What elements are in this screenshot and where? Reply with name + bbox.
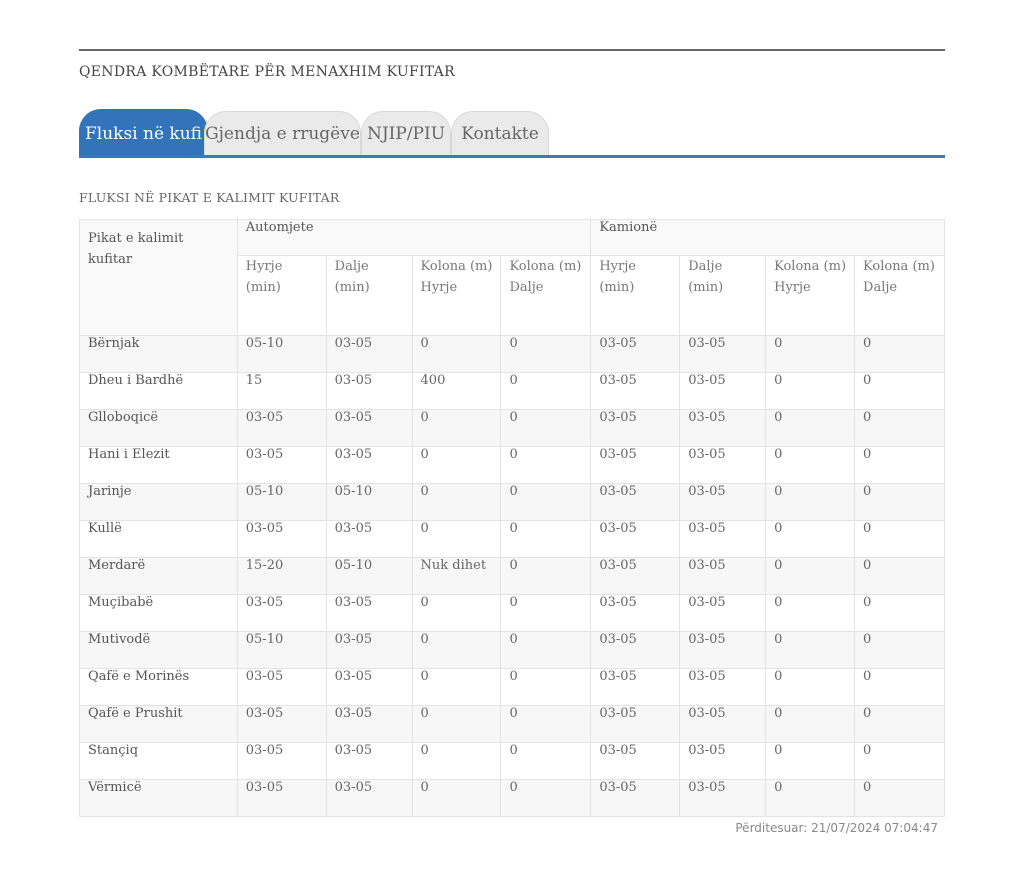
table-cell: 0 <box>412 447 501 484</box>
tab-gjendja-e-rrugeve[interactable]: Gjendja e rrugëve <box>204 111 361 155</box>
table-cell: 03-05 <box>680 780 766 817</box>
tab-bar <box>79 109 945 157</box>
table-cell: 03-05 <box>237 410 326 447</box>
table-cell: 03-05 <box>237 743 326 780</box>
table-cell: 0 <box>501 558 591 595</box>
table-cell: 03-05 <box>326 780 412 817</box>
table-cell: 0 <box>766 669 855 706</box>
crossing-point-name: Qafë e Prushit <box>80 706 238 743</box>
table-cell: 03-05 <box>680 669 766 706</box>
table-cell: 0 <box>412 521 501 558</box>
table-cell: 0 <box>855 706 945 743</box>
table-cell: 0 <box>766 595 855 632</box>
table-cell: 03-05 <box>237 669 326 706</box>
table-cell: 03-05 <box>326 743 412 780</box>
table-cell: 400 <box>412 373 501 410</box>
page-title: QENDRA KOMBËTARE PËR MENAXHIM KUFITAR <box>79 64 455 80</box>
table-cell: 03-05 <box>680 632 766 669</box>
tab-fluksi-ne-kufi[interactable]: Fluksi në kufi <box>79 109 208 157</box>
table-row <box>80 447 945 484</box>
table-cell: 0 <box>766 706 855 743</box>
crossing-point-name: Glloboqicë <box>80 410 238 447</box>
crossing-point-name: Mutivodë <box>80 632 238 669</box>
table-cell: 0 <box>501 410 591 447</box>
table-cell: 0 <box>855 521 945 558</box>
table-cell: 0 <box>412 780 501 817</box>
table-cell: 05-10 <box>237 484 326 521</box>
table-cell: 0 <box>501 780 591 817</box>
crossing-point-name: Vërmicë <box>80 780 238 817</box>
table-row <box>80 373 945 410</box>
table-cell: 05-10 <box>326 484 412 521</box>
table-cell: 0 <box>766 558 855 595</box>
table-row <box>80 706 945 743</box>
table-cell: 03-05 <box>591 706 680 743</box>
header-group-trucks: Kamionë <box>591 220 945 256</box>
border-flux-table <box>79 219 945 817</box>
table-cell: 03-05 <box>591 743 680 780</box>
table-cell: 0 <box>855 410 945 447</box>
table-cell: 03-05 <box>237 780 326 817</box>
tab-njip-piu[interactable]: NJIP/PIU <box>361 111 451 155</box>
table-cell: 03-05 <box>680 743 766 780</box>
table-cell: 03-05 <box>680 373 766 410</box>
table-cell: 03-05 <box>326 669 412 706</box>
crossing-point-name: Hani i Elezit <box>80 447 238 484</box>
table-cell: 05-10 <box>237 336 326 373</box>
table-cell: 03-05 <box>680 447 766 484</box>
table-cell: 0 <box>855 632 945 669</box>
tab-kontakte[interactable]: Kontakte <box>451 111 549 155</box>
table-cell: 0 <box>412 632 501 669</box>
table-cell: 0 <box>501 373 591 410</box>
table-cell: 15 <box>237 373 326 410</box>
table-cell: 0 <box>501 706 591 743</box>
table-cell: 0 <box>501 447 591 484</box>
table-cell: 03-05 <box>680 521 766 558</box>
table-cell: 03-05 <box>591 632 680 669</box>
table-cell: 03-05 <box>680 410 766 447</box>
header-sub-2: Kolona (m) Hyrje <box>412 256 501 336</box>
table-cell: 0 <box>766 632 855 669</box>
table-cell: 03-05 <box>680 706 766 743</box>
table-cell: 0 <box>412 743 501 780</box>
table-cell: 03-05 <box>591 410 680 447</box>
table-cell: 03-05 <box>591 447 680 484</box>
table-cell: 0 <box>412 706 501 743</box>
table-cell: 0 <box>855 447 945 484</box>
crossing-point-name: Muçibabë <box>80 595 238 632</box>
table-row <box>80 743 945 780</box>
last-updated: Përditesuar: 21/07/2024 07:04:47 <box>735 821 938 835</box>
table-cell: 03-05 <box>591 669 680 706</box>
table-cell: 03-05 <box>591 780 680 817</box>
crossing-point-name: Stançiq <box>80 743 238 780</box>
table-cell: 0 <box>855 373 945 410</box>
header-sub-1: Dalje (min) <box>326 256 412 336</box>
table-cell: 03-05 <box>326 632 412 669</box>
table-cell: 0 <box>766 743 855 780</box>
table-cell: 0 <box>501 632 591 669</box>
table-cell: 0 <box>766 780 855 817</box>
table-cell: 0 <box>855 669 945 706</box>
table-cell: 03-05 <box>326 373 412 410</box>
table-cell: 0 <box>412 410 501 447</box>
table-row <box>80 558 945 595</box>
table-cell: 03-05 <box>237 595 326 632</box>
table-cell: 03-05 <box>591 558 680 595</box>
crossing-point-name: Merdarë <box>80 558 238 595</box>
table-cell: 0 <box>766 410 855 447</box>
crossing-point-name: Qafë e Morinës <box>80 669 238 706</box>
table-cell: 03-05 <box>591 336 680 373</box>
table-cell: 03-05 <box>591 484 680 521</box>
table-cell: 0 <box>855 595 945 632</box>
table-cell: 03-05 <box>237 447 326 484</box>
table-cell: 05-10 <box>326 558 412 595</box>
table-cell: 03-05 <box>237 706 326 743</box>
table-cell: 0 <box>412 595 501 632</box>
crossing-point-name: Jarinje <box>80 484 238 521</box>
table-cell: 03-05 <box>591 595 680 632</box>
table-cell: 03-05 <box>591 521 680 558</box>
table-cell: 0 <box>766 484 855 521</box>
table-cell: 0 <box>501 743 591 780</box>
section-title: FLUKSI NË PIKAT E KALIMIT KUFITAR <box>79 190 340 205</box>
table-cell: 03-05 <box>591 373 680 410</box>
table-cell: 0 <box>855 558 945 595</box>
header-sub-3: Kolona (m) Dalje <box>501 256 591 336</box>
table-cell: Nuk dihet <box>412 558 501 595</box>
table-row <box>80 780 945 817</box>
crossing-point-name: Kullë <box>80 521 238 558</box>
table-cell: 03-05 <box>680 558 766 595</box>
header-sub-5: Dalje (min) <box>680 256 766 336</box>
table-cell: 15-20 <box>237 558 326 595</box>
header-group-cars: Automjete <box>237 220 591 256</box>
table-cell: 03-05 <box>326 336 412 373</box>
table-cell: 03-05 <box>680 484 766 521</box>
table-cell: 03-05 <box>326 447 412 484</box>
table-cell: 0 <box>766 521 855 558</box>
header-crossing-point: Pikat e kalimit kufitar <box>80 220 238 336</box>
table-cell: 05-10 <box>237 632 326 669</box>
table-row <box>80 484 945 521</box>
table-cell: 0 <box>412 669 501 706</box>
table-cell: 03-05 <box>680 336 766 373</box>
table-cell: 0 <box>501 595 591 632</box>
crossing-point-name: Bërnjak <box>80 336 238 373</box>
header-sub-7: Kolona (m) Dalje <box>855 256 945 336</box>
table-row <box>80 521 945 558</box>
table-row <box>80 336 945 373</box>
table-row <box>80 669 945 706</box>
table-cell: 0 <box>412 336 501 373</box>
header-sub-0: Hyrje (min) <box>237 256 326 336</box>
header-sub-4: Hyrje (min) <box>591 256 680 336</box>
table-cell: 0 <box>501 521 591 558</box>
top-divider <box>79 49 945 51</box>
table-cell: 03-05 <box>326 521 412 558</box>
crossing-point-name: Dheu i Bardhë <box>80 373 238 410</box>
table-cell: 03-05 <box>326 410 412 447</box>
table-cell: 0 <box>766 373 855 410</box>
table-cell: 0 <box>501 669 591 706</box>
table-cell: 0 <box>855 336 945 373</box>
table-cell: 03-05 <box>680 595 766 632</box>
table-cell: 0 <box>855 484 945 521</box>
table-cell: 03-05 <box>326 595 412 632</box>
table-cell: 0 <box>855 780 945 817</box>
table-cell: 0 <box>412 484 501 521</box>
table-cell: 03-05 <box>237 521 326 558</box>
table-cell: 0 <box>501 336 591 373</box>
table-cell: 0 <box>855 743 945 780</box>
table-cell: 0 <box>766 447 855 484</box>
table-cell: 03-05 <box>326 706 412 743</box>
tab-underline <box>79 155 945 158</box>
table-cell: 0 <box>766 336 855 373</box>
table-row <box>80 410 945 447</box>
table-row <box>80 632 945 669</box>
table-row <box>80 595 945 632</box>
header-sub-6: Kolona (m) Hyrje <box>766 256 855 336</box>
table-cell: 0 <box>501 484 591 521</box>
